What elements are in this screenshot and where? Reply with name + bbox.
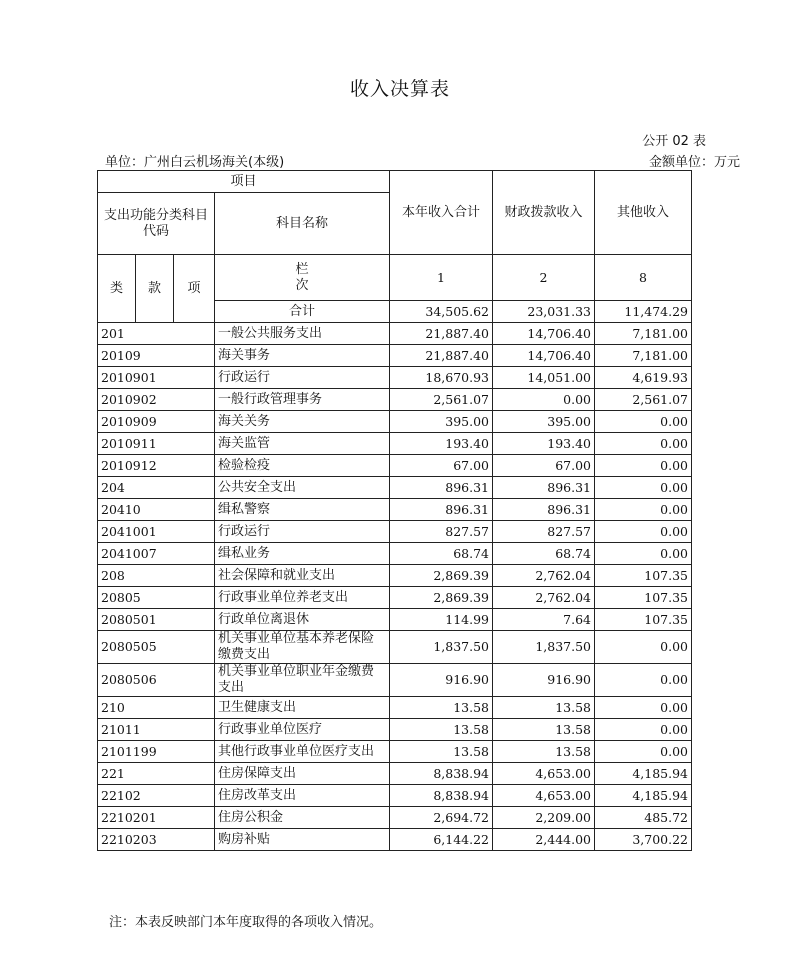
row-code: 2010912	[98, 455, 215, 477]
row-total: 13.58	[390, 719, 493, 741]
row-code: 2210201	[98, 807, 215, 829]
row-fiscal: 827.57	[493, 521, 595, 543]
reporting-unit: 单位：广州白云机场海关(本级)	[105, 155, 285, 170]
row-other: 3,700.22	[595, 829, 692, 851]
row-fiscal: 2,444.00	[493, 829, 595, 851]
total-row-name: 合计	[215, 301, 390, 323]
func-code-header: 支出功能分类科目代码	[98, 193, 215, 255]
row-code: 2210203	[98, 829, 215, 851]
row-subject-name: 其他行政事业单位医疗支出	[215, 741, 390, 763]
row-other: 107.35	[595, 565, 692, 587]
row-other: 0.00	[595, 499, 692, 521]
project-header: 项目	[98, 171, 390, 193]
row-total: 896.31	[390, 477, 493, 499]
lan-label: 栏	[295, 261, 309, 277]
row-other: 7,181.00	[595, 323, 692, 345]
table-row	[98, 411, 692, 433]
table-row	[98, 543, 692, 565]
table-row	[98, 455, 692, 477]
row-total: 2,869.39	[390, 565, 493, 587]
row-code: 204	[98, 477, 215, 499]
row-other: 0.00	[595, 664, 692, 697]
row-total: 2,694.72	[390, 807, 493, 829]
row-total: 13.58	[390, 697, 493, 719]
col-no-3: 8	[595, 255, 692, 301]
row-total: 193.40	[390, 433, 493, 455]
table-row	[98, 807, 692, 829]
row-subject-name: 行政事业单位医疗	[215, 719, 390, 741]
row-subject-name: 行政事业单位养老支出	[215, 587, 390, 609]
row-other: 485.72	[595, 807, 692, 829]
ci-label: 次	[295, 277, 309, 293]
row-total: 8,838.94	[390, 785, 493, 807]
row-total: 21,887.40	[390, 323, 493, 345]
total-row-total: 34,505.62	[390, 301, 493, 323]
row-total: 1,837.50	[390, 631, 493, 664]
row-code: 20805	[98, 587, 215, 609]
row-code: 2041001	[98, 521, 215, 543]
row-subject-name: 住房改革支出	[215, 785, 390, 807]
row-other: 0.00	[595, 697, 692, 719]
row-other: 0.00	[595, 719, 692, 741]
table-row	[98, 345, 692, 367]
row-code: 221	[98, 763, 215, 785]
row-code: 2080505	[98, 631, 215, 664]
row-total: 114.99	[390, 609, 493, 631]
row-other: 0.00	[595, 521, 692, 543]
row-other: 107.35	[595, 609, 692, 631]
row-total: 395.00	[390, 411, 493, 433]
row-total: 8,838.94	[390, 763, 493, 785]
row-other: 0.00	[595, 741, 692, 763]
table-row	[98, 499, 692, 521]
row-fiscal: 2,209.00	[493, 807, 595, 829]
table-row	[98, 323, 692, 345]
table-row	[98, 719, 692, 741]
table-row	[98, 829, 692, 851]
row-fiscal: 13.58	[493, 719, 595, 741]
table-row	[98, 367, 692, 389]
col-other-header: 其他收入	[595, 171, 692, 255]
row-other: 0.00	[595, 411, 692, 433]
row-other: 0.00	[595, 477, 692, 499]
table-row	[98, 763, 692, 785]
row-code: 20410	[98, 499, 215, 521]
row-subject-name: 海关关务	[215, 411, 390, 433]
col-total-header: 本年收入合计	[390, 171, 493, 255]
row-subject-name: 行政单位离退休	[215, 609, 390, 631]
row-total: 18,670.93	[390, 367, 493, 389]
row-total: 2,869.39	[390, 587, 493, 609]
col-no-2: 2	[493, 255, 595, 301]
table-row	[98, 477, 692, 499]
row-subject-name: 一般公共服务支出	[215, 323, 390, 345]
row-fiscal: 916.90	[493, 664, 595, 697]
row-fiscal: 14,706.40	[493, 323, 595, 345]
col-fiscal-header: 财政拨款收入	[493, 171, 595, 255]
row-fiscal: 1,837.50	[493, 631, 595, 664]
row-total: 916.90	[390, 664, 493, 697]
row-other: 4,185.94	[595, 763, 692, 785]
row-fiscal: 13.58	[493, 741, 595, 763]
total-row-fiscal: 23,031.33	[493, 301, 595, 323]
row-fiscal: 14,051.00	[493, 367, 595, 389]
table-row	[98, 433, 692, 455]
row-subject-name: 机关事业单位职业年金缴费支出	[215, 664, 390, 697]
row-other: 4,185.94	[595, 785, 692, 807]
row-total: 2,561.07	[390, 389, 493, 411]
row-code: 2080501	[98, 609, 215, 631]
table-row	[98, 664, 692, 697]
row-fiscal: 4,653.00	[493, 763, 595, 785]
row-fiscal: 395.00	[493, 411, 595, 433]
row-fiscal: 7.64	[493, 609, 595, 631]
kuan-header: 款	[136, 255, 174, 323]
row-subject-name: 公共安全支出	[215, 477, 390, 499]
row-code: 20109	[98, 345, 215, 367]
row-code: 2010901	[98, 367, 215, 389]
row-total: 896.31	[390, 499, 493, 521]
row-fiscal: 67.00	[493, 455, 595, 477]
table-row	[98, 521, 692, 543]
row-other: 0.00	[595, 543, 692, 565]
row-fiscal: 2,762.04	[493, 587, 595, 609]
row-code: 2080506	[98, 664, 215, 697]
row-code: 2010911	[98, 433, 215, 455]
row-subject-name: 卫生健康支出	[215, 697, 390, 719]
row-fiscal: 68.74	[493, 543, 595, 565]
table-row	[98, 609, 692, 631]
row-subject-name: 一般行政管理事务	[215, 389, 390, 411]
table-row	[98, 565, 692, 587]
col-no-1: 1	[390, 255, 493, 301]
income-statement-table	[97, 170, 692, 851]
subject-name-header: 科目名称	[215, 193, 390, 255]
row-total: 13.58	[390, 741, 493, 763]
row-code: 22102	[98, 785, 215, 807]
row-other: 0.00	[595, 455, 692, 477]
row-subject-name: 机关事业单位基本养老保险缴费支出	[215, 631, 390, 664]
row-other: 0.00	[595, 631, 692, 664]
row-subject-name: 住房公积金	[215, 807, 390, 829]
table-row	[98, 587, 692, 609]
row-fiscal: 14,706.40	[493, 345, 595, 367]
row-code: 2101199	[98, 741, 215, 763]
row-code: 210	[98, 697, 215, 719]
row-subject-name: 购房补贴	[215, 829, 390, 851]
lanci-header	[215, 255, 390, 301]
row-code: 2010902	[98, 389, 215, 411]
row-fiscal: 896.31	[493, 499, 595, 521]
lei-header: 类	[98, 255, 136, 323]
row-code: 2041007	[98, 543, 215, 565]
row-total: 21,887.40	[390, 345, 493, 367]
table-row	[98, 697, 692, 719]
row-subject-name: 缉私警察	[215, 499, 390, 521]
footnote: 注：本表反映部门本年度取得的各项收入情况。	[109, 915, 383, 930]
row-code: 201	[98, 323, 215, 345]
row-fiscal: 4,653.00	[493, 785, 595, 807]
report-title: 收入决算表	[349, 78, 450, 100]
row-subject-name: 海关监管	[215, 433, 390, 455]
row-code: 21011	[98, 719, 215, 741]
row-total: 67.00	[390, 455, 493, 477]
row-other: 4,619.93	[595, 367, 692, 389]
row-fiscal: 13.58	[493, 697, 595, 719]
row-fiscal: 2,762.04	[493, 565, 595, 587]
table-row	[98, 631, 692, 664]
total-row-other: 11,474.29	[595, 301, 692, 323]
row-subject-name: 缉私业务	[215, 543, 390, 565]
row-other: 7,181.00	[595, 345, 692, 367]
row-total: 6,144.22	[390, 829, 493, 851]
row-code: 2010909	[98, 411, 215, 433]
row-fiscal: 193.40	[493, 433, 595, 455]
row-subject-name: 检验检疫	[215, 455, 390, 477]
row-other: 2,561.07	[595, 389, 692, 411]
row-total: 68.74	[390, 543, 493, 565]
row-fiscal: 896.31	[493, 477, 595, 499]
row-subject-name: 社会保障和就业支出	[215, 565, 390, 587]
money-unit: 金额单位：万元	[648, 155, 740, 170]
row-subject-name: 行政运行	[215, 521, 390, 543]
row-subject-name: 住房保障支出	[215, 763, 390, 785]
xiang-header: 项	[174, 255, 215, 323]
table-row	[98, 785, 692, 807]
table-row	[98, 741, 692, 763]
row-subject-name: 行政运行	[215, 367, 390, 389]
form-number: 公开 02 表	[642, 134, 706, 149]
row-code: 208	[98, 565, 215, 587]
row-subject-name: 海关事务	[215, 345, 390, 367]
row-other: 0.00	[595, 433, 692, 455]
table-row	[98, 389, 692, 411]
row-other: 107.35	[595, 587, 692, 609]
row-fiscal: 0.00	[493, 389, 595, 411]
row-total: 827.57	[390, 521, 493, 543]
